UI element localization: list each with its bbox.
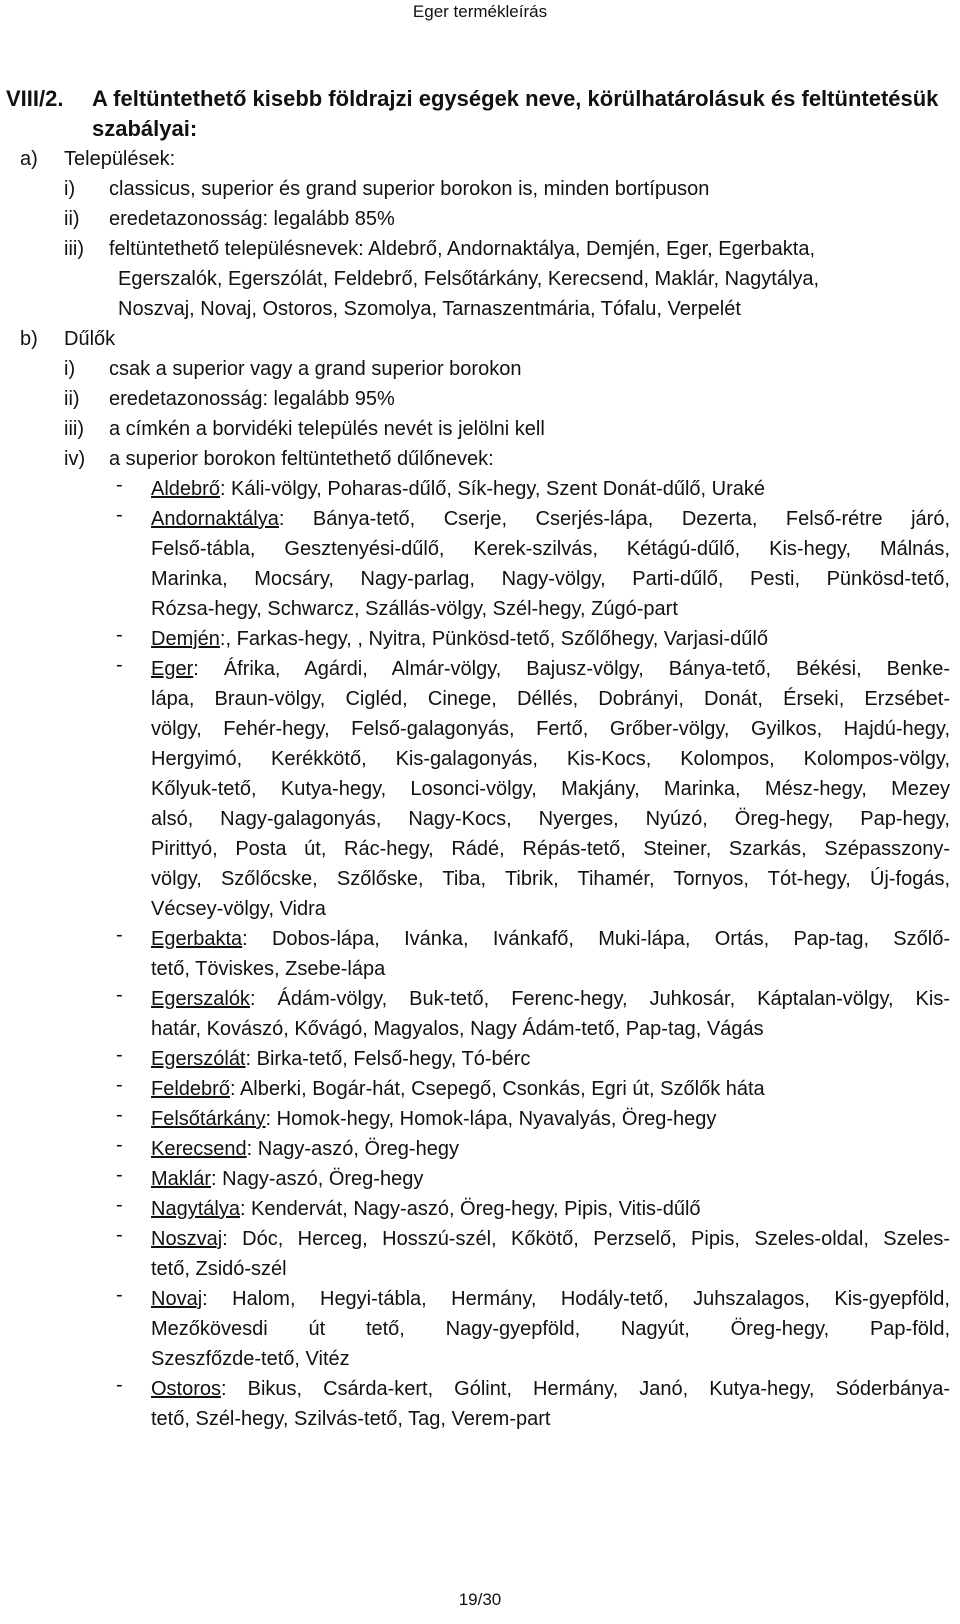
vineyard-entry <box>20 1044 930 1074</box>
vineyard-entry <box>20 984 950 1044</box>
town-separator: : <box>229 1078 236 1100</box>
document-body <box>20 144 950 1434</box>
vineyard-entry <box>20 1224 950 1284</box>
vineyard-names: Pirittyó, Posta út, Rác-hegy, Rádé, Répás-tető, Steiner, Szarkás, Szépasszony- <box>151 838 950 860</box>
vineyard-entry <box>20 1104 930 1134</box>
vineyard-names: Marinka, Mocsáry, Nagy-parlag, Nagy-völgy, Parti-dűlő, Pesti, Pünkösd-tető, <box>151 568 950 590</box>
item-text: eredetazonosság: legalább 95% <box>109 388 395 410</box>
vineyard-line <box>151 1014 950 1044</box>
vineyard-entry <box>20 504 950 624</box>
item-number: iii) <box>64 238 84 260</box>
vineyard-names: Ádám-völgy, Buk-tető, Ferenc-hegy, Juhkosár, Káptalan-völgy, Kis- <box>255 988 950 1010</box>
town-name: Egerbakta <box>151 928 243 950</box>
list-item <box>20 204 930 234</box>
page-header: Eger termékleírás <box>412 2 548 21</box>
town-separator: : <box>239 1198 246 1220</box>
list-dash: - <box>116 1164 123 1186</box>
vineyard-names: tető, Zsidó-szél <box>151 1258 287 1280</box>
list-dash: - <box>116 1224 123 1246</box>
item-text: a címkén a borvidéki település nevét is jelölni kell <box>109 418 545 440</box>
vineyard-names: Nagy-aszó, Öreg-hegy <box>252 1138 459 1160</box>
subsection-b-label: b) <box>20 328 38 350</box>
vineyard-line <box>151 1254 950 1284</box>
vineyard-line <box>151 504 950 534</box>
list-dash: - <box>116 654 123 676</box>
vineyard-line <box>151 834 950 864</box>
vineyard-names: Homok-hegy, Homok-lápa, Nyavalyás, Öreg-hegy <box>271 1108 717 1130</box>
vineyard-names: Dobos-lápa, Ivánka, Ivánkafő, Muki-lápa, Ortás, Pap-tag, Szőlő- <box>247 928 950 950</box>
vineyard-line <box>151 1314 950 1344</box>
vineyard-line <box>151 624 950 654</box>
page-number: 19/30 <box>458 1590 502 1609</box>
subsection-b-heading <box>20 324 930 354</box>
town-name: Nagytálya <box>151 1198 240 1220</box>
vineyard-line <box>151 1134 950 1164</box>
vineyard-entry <box>20 1164 930 1194</box>
list-dash: - <box>116 1074 123 1096</box>
town-separator: : <box>211 1168 217 1190</box>
vineyard-names: határ, Kovászó, Kővágó, Magyalos, Nagy Ádám-tető, Pap-tag, Vágás <box>151 1018 764 1040</box>
vineyard-names: lápa, Braun-völgy, Cigléd, Cinege, Déllés, Dobrányi, Donát, Érseki, Erzsébet- <box>151 688 950 710</box>
list-dash: - <box>116 924 123 946</box>
list-dash: - <box>116 1134 123 1156</box>
list-item <box>20 174 930 204</box>
town-name: Novaj <box>151 1288 203 1310</box>
vineyard-line <box>151 984 950 1014</box>
vineyard-names: Áfrika, Agárdi, Almár-völgy, Bajusz-völgy, Bánya-tető, Békési, Benke- <box>198 658 950 680</box>
item-text: a superior borokon feltüntethető dűlőnevek: <box>109 448 494 470</box>
town-name: Kerecsend <box>151 1138 247 1160</box>
vineyard-entry <box>20 1134 930 1164</box>
vineyard-names: , Farkas-hegy, , Nyitra, Pünkösd-tető, Szőlőhegy, Varjasi-dűlő <box>225 628 768 650</box>
item-number: ii) <box>64 388 80 410</box>
town-name: Aldebrő <box>151 478 220 500</box>
vineyard-entry <box>20 924 950 984</box>
vineyard-entry <box>20 1284 950 1374</box>
vineyard-line <box>151 654 950 684</box>
vineyard-entry <box>20 1074 930 1104</box>
vineyard-names: Bánya-tető, Cserje, Cserjés-lápa, Dezerta, Felső-rétre járó, <box>284 508 950 530</box>
vineyard-names: Vécsey-völgy, Vidra <box>151 898 326 920</box>
list-dash: - <box>116 1104 123 1126</box>
town-name: Feldebrő <box>151 1078 230 1100</box>
vineyard-names: Halom, Hegyi-tábla, Hermány, Hodály-tető, Juhszalagos, Kis-gyepföld, <box>207 1288 950 1310</box>
vineyard-line <box>151 1074 950 1104</box>
subsection-a-heading <box>20 144 930 174</box>
vineyard-line <box>151 1044 950 1074</box>
subsection-a-title: Települések: <box>64 148 176 170</box>
vineyard-names: Szeszfőzde-tető, Vitéz <box>151 1348 350 1370</box>
town-name: Egerszólát <box>151 1048 246 1070</box>
vineyard-names: völgy, Fehér-hegy, Felső-galagonyás, Fertő, Grőber-völgy, Gyilkos, Hajdú-hegy, <box>151 718 950 740</box>
list-dash: - <box>116 504 123 526</box>
section-title <box>6 84 950 144</box>
item-number: iii) <box>64 418 84 440</box>
vineyard-line <box>151 1404 950 1434</box>
town-separator: : <box>245 1048 252 1070</box>
town-separator: : <box>202 1288 208 1310</box>
vineyard-line <box>151 474 950 504</box>
vineyard-names: Nagy-aszó, Öreg-hegy <box>216 1168 424 1190</box>
list-dash: - <box>116 1194 123 1216</box>
list-item <box>20 414 930 444</box>
vineyard-line <box>151 1374 950 1404</box>
vineyard-names: Rózsa-hegy, Schwarcz, Szállás-völgy, Szél-hegy, Zúgó-part <box>151 598 678 620</box>
town-separator: : <box>222 1228 228 1250</box>
list-item <box>20 354 930 384</box>
vineyard-names: völgy, Szőlőcske, Szőlőske, Tiba, Tibrik, Tihamér, Tornyos, Tót-hegy, Új-fogás, <box>151 868 950 890</box>
vineyard-names: Felső-tábla, Gesztenyési-dűlő, Kerek-szilvás, Kétágú-dűlő, Kis-hegy, Málnás, <box>151 538 950 560</box>
town-separator: : <box>265 1108 272 1130</box>
town-name: Eger <box>151 658 194 680</box>
town-name: Maklár <box>151 1168 212 1190</box>
vineyard-names: tető, Szél-hegy, Szilvás-tető, Tag, Verem-part <box>151 1408 551 1430</box>
vineyard-line <box>151 594 950 624</box>
vineyard-entry <box>20 1194 930 1224</box>
vineyard-names: Káli-völgy, Poharas-dűlő, Sík-hegy, Szent Donát-dűlő, Uraké <box>225 478 766 500</box>
vineyard-line <box>151 774 950 804</box>
town-separator: : <box>249 988 256 1010</box>
list-item <box>20 234 930 264</box>
vineyard-entry <box>20 1374 950 1434</box>
vineyard-line <box>151 1194 950 1224</box>
section-title-text: A feltüntethető kisebb földrajzi egységek neve, körülhatárolásuk és feltüntetésük szabályai: <box>92 86 939 141</box>
continuation-line: Egerszalók, Egerszólát, Feldebrő, Felsőtárkány, Kerecsend, Maklár, Nagytálya, <box>118 268 820 290</box>
vineyard-line <box>151 864 950 894</box>
list-item <box>20 444 930 474</box>
vineyard-line <box>151 894 950 924</box>
town-name: Felsőtárkány <box>151 1108 266 1130</box>
vineyard-line <box>151 954 950 984</box>
town-name: Demjén <box>151 628 220 650</box>
vineyard-line <box>151 804 950 834</box>
town-name: Andornaktálya <box>151 508 279 530</box>
item-text: classicus, superior és grand superior borokon is, minden bortípuson <box>109 178 710 200</box>
town-separator: : <box>242 928 248 950</box>
vineyard-names: tető, Töviskes, Zsebe-lápa <box>151 958 386 980</box>
continuation-line: Noszvaj, Novaj, Ostoros, Szomolya, Tarnaszentmária, Tófalu, Verpelét <box>118 298 741 320</box>
town-separator: : <box>278 508 285 530</box>
vineyard-names: alsó, Nagy-galagonyás, Nagy-Kocs, Nyerges, Nyúzó, Öreg-hegy, Pap-hegy, <box>151 808 950 830</box>
town-separator: : <box>221 1378 227 1400</box>
item-text: csak a superior vagy a grand superior borokon <box>109 358 522 380</box>
item-number: iv) <box>64 448 86 470</box>
vineyard-entry <box>20 654 950 924</box>
list-dash: - <box>116 1374 123 1396</box>
item-number: i) <box>64 358 76 380</box>
town-separator: : <box>246 1138 253 1160</box>
vineyard-line <box>151 1164 950 1194</box>
vineyard-names: Mezőkövesdi út tető, Nagy-gyepföld, Nagyút, Öreg-hegy, Pap-föld, <box>151 1318 950 1340</box>
vineyard-names: Birka-tető, Felső-hegy, Tó-bérc <box>251 1048 531 1070</box>
item-number: i) <box>64 178 76 200</box>
item-text: feltüntethető településnevek: Aldebrő, Andornaktálya, Demjén, Eger, Egerbakta, <box>109 238 816 260</box>
town-name: Egerszalók <box>151 988 250 1010</box>
town-name: Ostoros <box>151 1378 222 1400</box>
vineyard-entry <box>20 624 930 654</box>
vineyard-line <box>151 714 950 744</box>
list-dash: - <box>116 474 123 496</box>
item-text: eredetazonosság: legalább 85% <box>109 208 395 230</box>
vineyard-line <box>151 1224 950 1254</box>
vineyard-line <box>151 744 950 774</box>
vineyard-names: Dóc, Herceg, Hosszú-szél, Kőkötő, Perzselő, Pipis, Szeles-oldal, Szeles- <box>227 1228 950 1250</box>
vineyard-line <box>151 684 950 714</box>
list-dash: - <box>116 1284 123 1306</box>
section-number: VIII/2. <box>6 86 64 111</box>
vineyard-entry <box>20 474 930 504</box>
subsection-a-label: a) <box>20 148 38 170</box>
vineyard-names: Kendervát, Nagy-aszó, Öreg-hegy, Pipis, Vitis-dűlő <box>245 1198 701 1220</box>
vineyard-names: Kőlyuk-tető, Kutya-hegy, Losonci-völgy, Makjány, Marinka, Mész-hegy, Mezey <box>151 778 950 800</box>
list-item <box>20 384 930 414</box>
town-name: Noszvaj <box>151 1228 223 1250</box>
vineyard-line <box>151 1104 950 1134</box>
list-dash: - <box>116 624 123 646</box>
vineyard-list <box>20 474 950 1434</box>
vineyard-names: Hergyimó, Kerékkötő, Kis-galagonyás, Kis-Kocs, Kolompos, Kolompos-völgy, <box>151 748 950 770</box>
vineyard-line <box>151 564 950 594</box>
list-dash: - <box>116 1044 123 1066</box>
town-separator: : <box>219 628 226 650</box>
town-separator: : <box>193 658 199 680</box>
vineyard-line <box>151 1344 950 1374</box>
vineyard-line <box>151 1284 950 1314</box>
vineyard-names: Alberki, Bogár-hát, Csepegő, Csonkás, Egri út, Szőlők háta <box>235 1078 765 1100</box>
vineyard-names: Bikus, Csárda-kert, Gólint, Hermány, Janó, Kutya-hegy, Sóderbánya- <box>226 1378 950 1400</box>
vineyard-line <box>151 924 950 954</box>
list-dash: - <box>116 984 123 1006</box>
subsection-b-title: Dűlők <box>64 328 116 350</box>
vineyard-line <box>151 534 950 564</box>
item-number: ii) <box>64 208 80 230</box>
town-separator: : <box>219 478 226 500</box>
